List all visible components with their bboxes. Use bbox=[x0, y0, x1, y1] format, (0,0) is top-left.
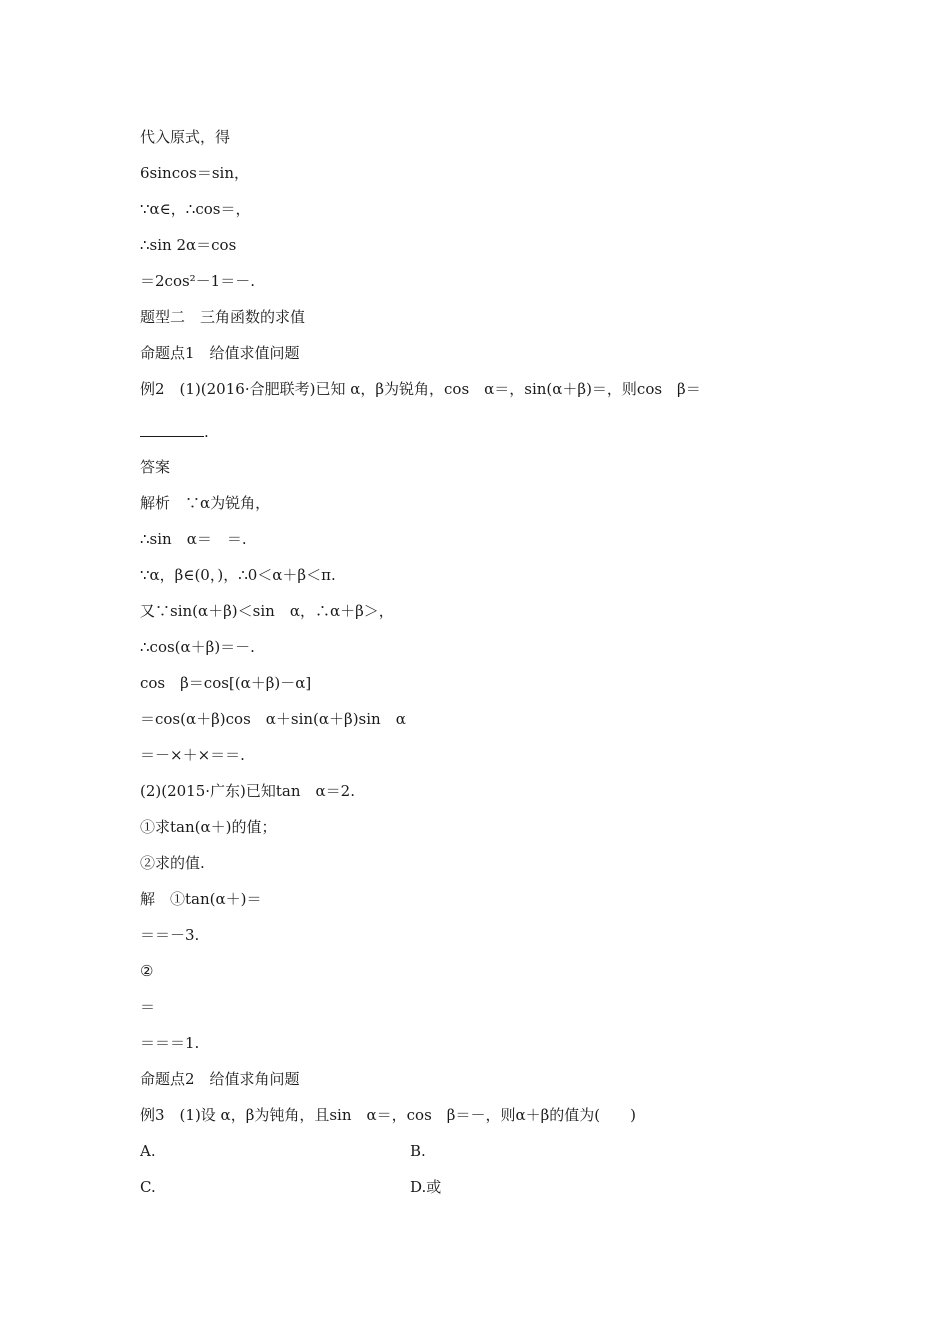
answer-blank-line bbox=[140, 422, 209, 442]
text-line: 又∵sin(α＋β)＜sin α，∴α＋β＞， bbox=[140, 602, 394, 620]
text-line: ＝2cos²－1＝－. bbox=[140, 272, 255, 290]
analysis-line: 解析 ∵α为锐角， bbox=[140, 494, 271, 512]
text-line: ＝＝－3. bbox=[140, 926, 200, 944]
text-line: 6sincos＝sin， bbox=[140, 164, 249, 182]
answer-label: 答案 bbox=[140, 458, 171, 476]
text-line: ∵α∈，∴cos＝， bbox=[140, 200, 251, 218]
text-line: ②求的值. bbox=[140, 854, 205, 872]
example-question: 例2 (1)(2016·合肥联考)已知 α，β为锐角，cos α＝，sin(α＋β)＝，则cos β＝ bbox=[140, 380, 701, 398]
option-d: D.或 bbox=[410, 1178, 442, 1196]
text-line: 代入原式，得 bbox=[140, 128, 231, 146]
answer-blank-period: . bbox=[204, 423, 209, 441]
text-line: ＝－×＋×＝＝. bbox=[140, 746, 245, 764]
option-c: C. bbox=[140, 1178, 156, 1196]
subsection-heading: 命题点1 给值求值问题 bbox=[140, 344, 300, 362]
text-line: ＝ bbox=[140, 998, 156, 1016]
answer-blank bbox=[140, 422, 204, 437]
section-heading: 题型二 三角函数的求值 bbox=[140, 308, 306, 326]
option-a: A. bbox=[140, 1142, 156, 1160]
subsection-heading: 命题点2 给值求角问题 bbox=[140, 1070, 300, 1088]
example-question: 例3 (1)设 α，β为钝角，且sin α＝，cos β＝－，则α＋β的值为( ) bbox=[140, 1106, 636, 1124]
solution-line: 解 ①tan(α＋)＝ bbox=[140, 890, 262, 908]
option-b: B. bbox=[410, 1142, 426, 1160]
text-line: ＝＝＝1. bbox=[140, 1034, 200, 1052]
text-line: ∵α，β∈(0，)，∴0＜α＋β＜π. bbox=[140, 566, 336, 584]
text-line: ∴sin 2α＝cos bbox=[140, 236, 237, 254]
text-line: ② bbox=[140, 962, 154, 980]
example-question: (2)(2015·广东)已知tan α＝2. bbox=[140, 782, 355, 800]
text-line: ∴cos(α＋β)＝－. bbox=[140, 638, 255, 656]
text-line: ①求tan(α＋)的值； bbox=[140, 818, 277, 836]
text-line: cos β＝cos[(α＋β)－α] bbox=[140, 674, 312, 692]
text-line: ∴sin α＝ ＝. bbox=[140, 530, 247, 548]
text-line: ＝cos(α＋β)cos α＋sin(α＋β)sin α bbox=[140, 710, 406, 728]
